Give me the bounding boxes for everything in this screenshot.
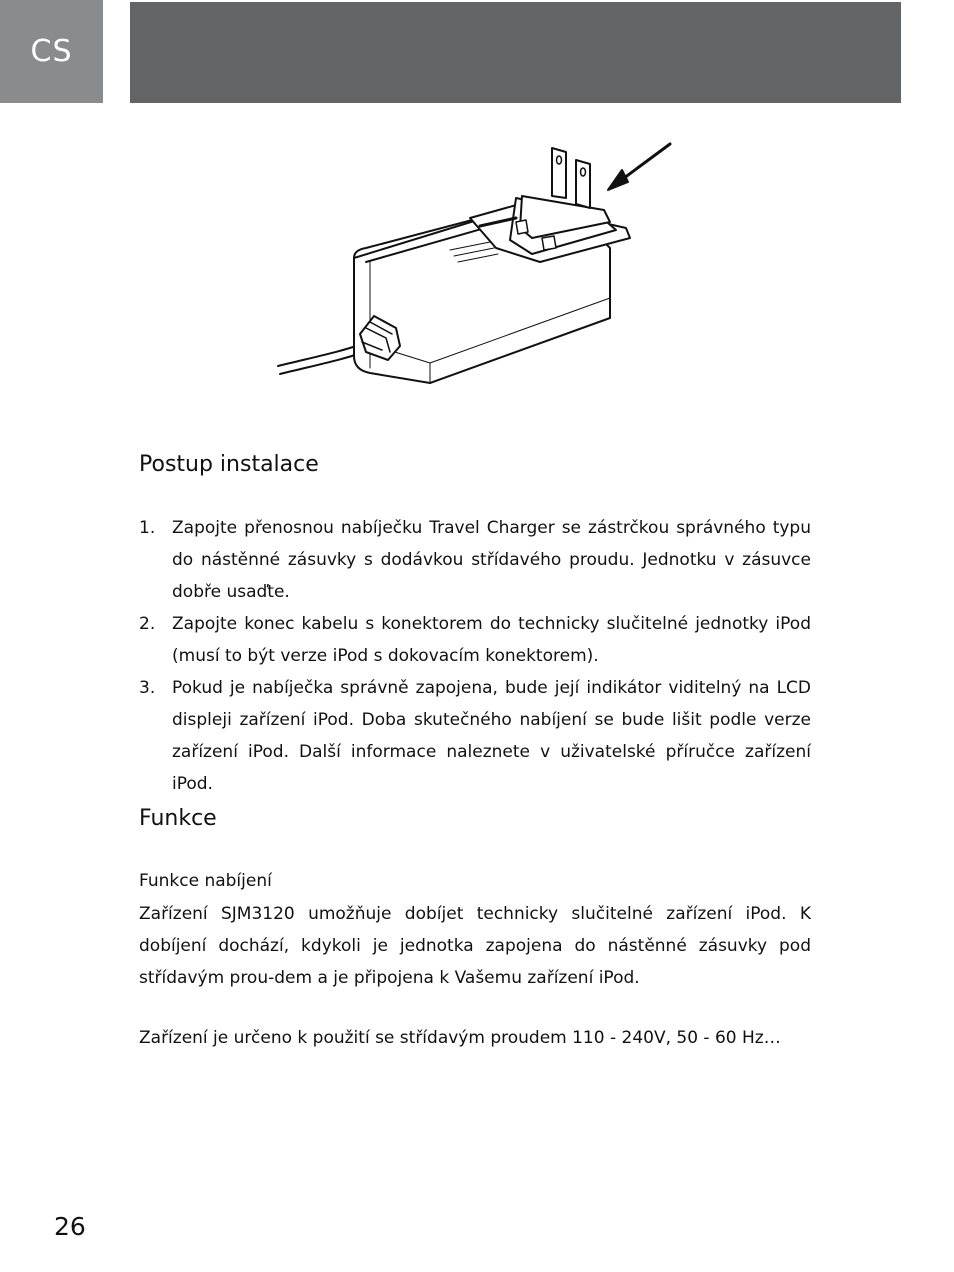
step-text: Zapojte konec kabelu s konektorem do technicky slučitelné jednotky iPod (musí to být verze iPod s dokovacím konektorem). [172,614,811,666]
features-subtitle: Funkce nabíjení [139,871,272,891]
step-text: Zapojte přenosnou nabíječku Travel Charger se zástrčkou správného typu do nástěnné zásuvky s dodávkou střídavého proudu. Jednotku v zásuvce dobře usaďte. [172,518,811,602]
section-title-install: Postup instalace [139,452,319,477]
features-paragraph-1: Zařízení SJM3120 umožňuje dobíjet technicky slučitelné zařízení iPod. K dobíjení dochází, kdykoli je jednotka zapojena do nástěnné zásuvky pod střídavým prou-dem a je připojena k Vašemu zařízení iPod. [139,904,811,988]
step-number: 1. [139,518,156,538]
install-steps [139,512,811,800]
list-item [139,672,811,800]
step-number: 3. [139,678,156,698]
list-item [139,608,811,672]
step-text: Pokud je nabíječka správně zapojena, bude její indikátor viditelný na LCD displeji zařízení iPod. Doba skutečného nabíjení se bude lišit podle verze zařízení iPod. Další informace naleznete v uživatelské příručce zařízení iPod. [172,678,811,794]
list-item [139,512,811,608]
features-paragraph-2: Zařízení je určeno k použití se střídavým proudem 110 - 240V, 50 - 60 Hz… [139,1028,781,1048]
language-code: CS [30,34,73,69]
section-title-features: Funkce [139,806,217,831]
language-tab [0,0,103,103]
charger-illustration [270,138,690,388]
page-number: 26 [54,1212,86,1241]
step-number: 2. [139,614,156,634]
header-bar [130,2,901,103]
